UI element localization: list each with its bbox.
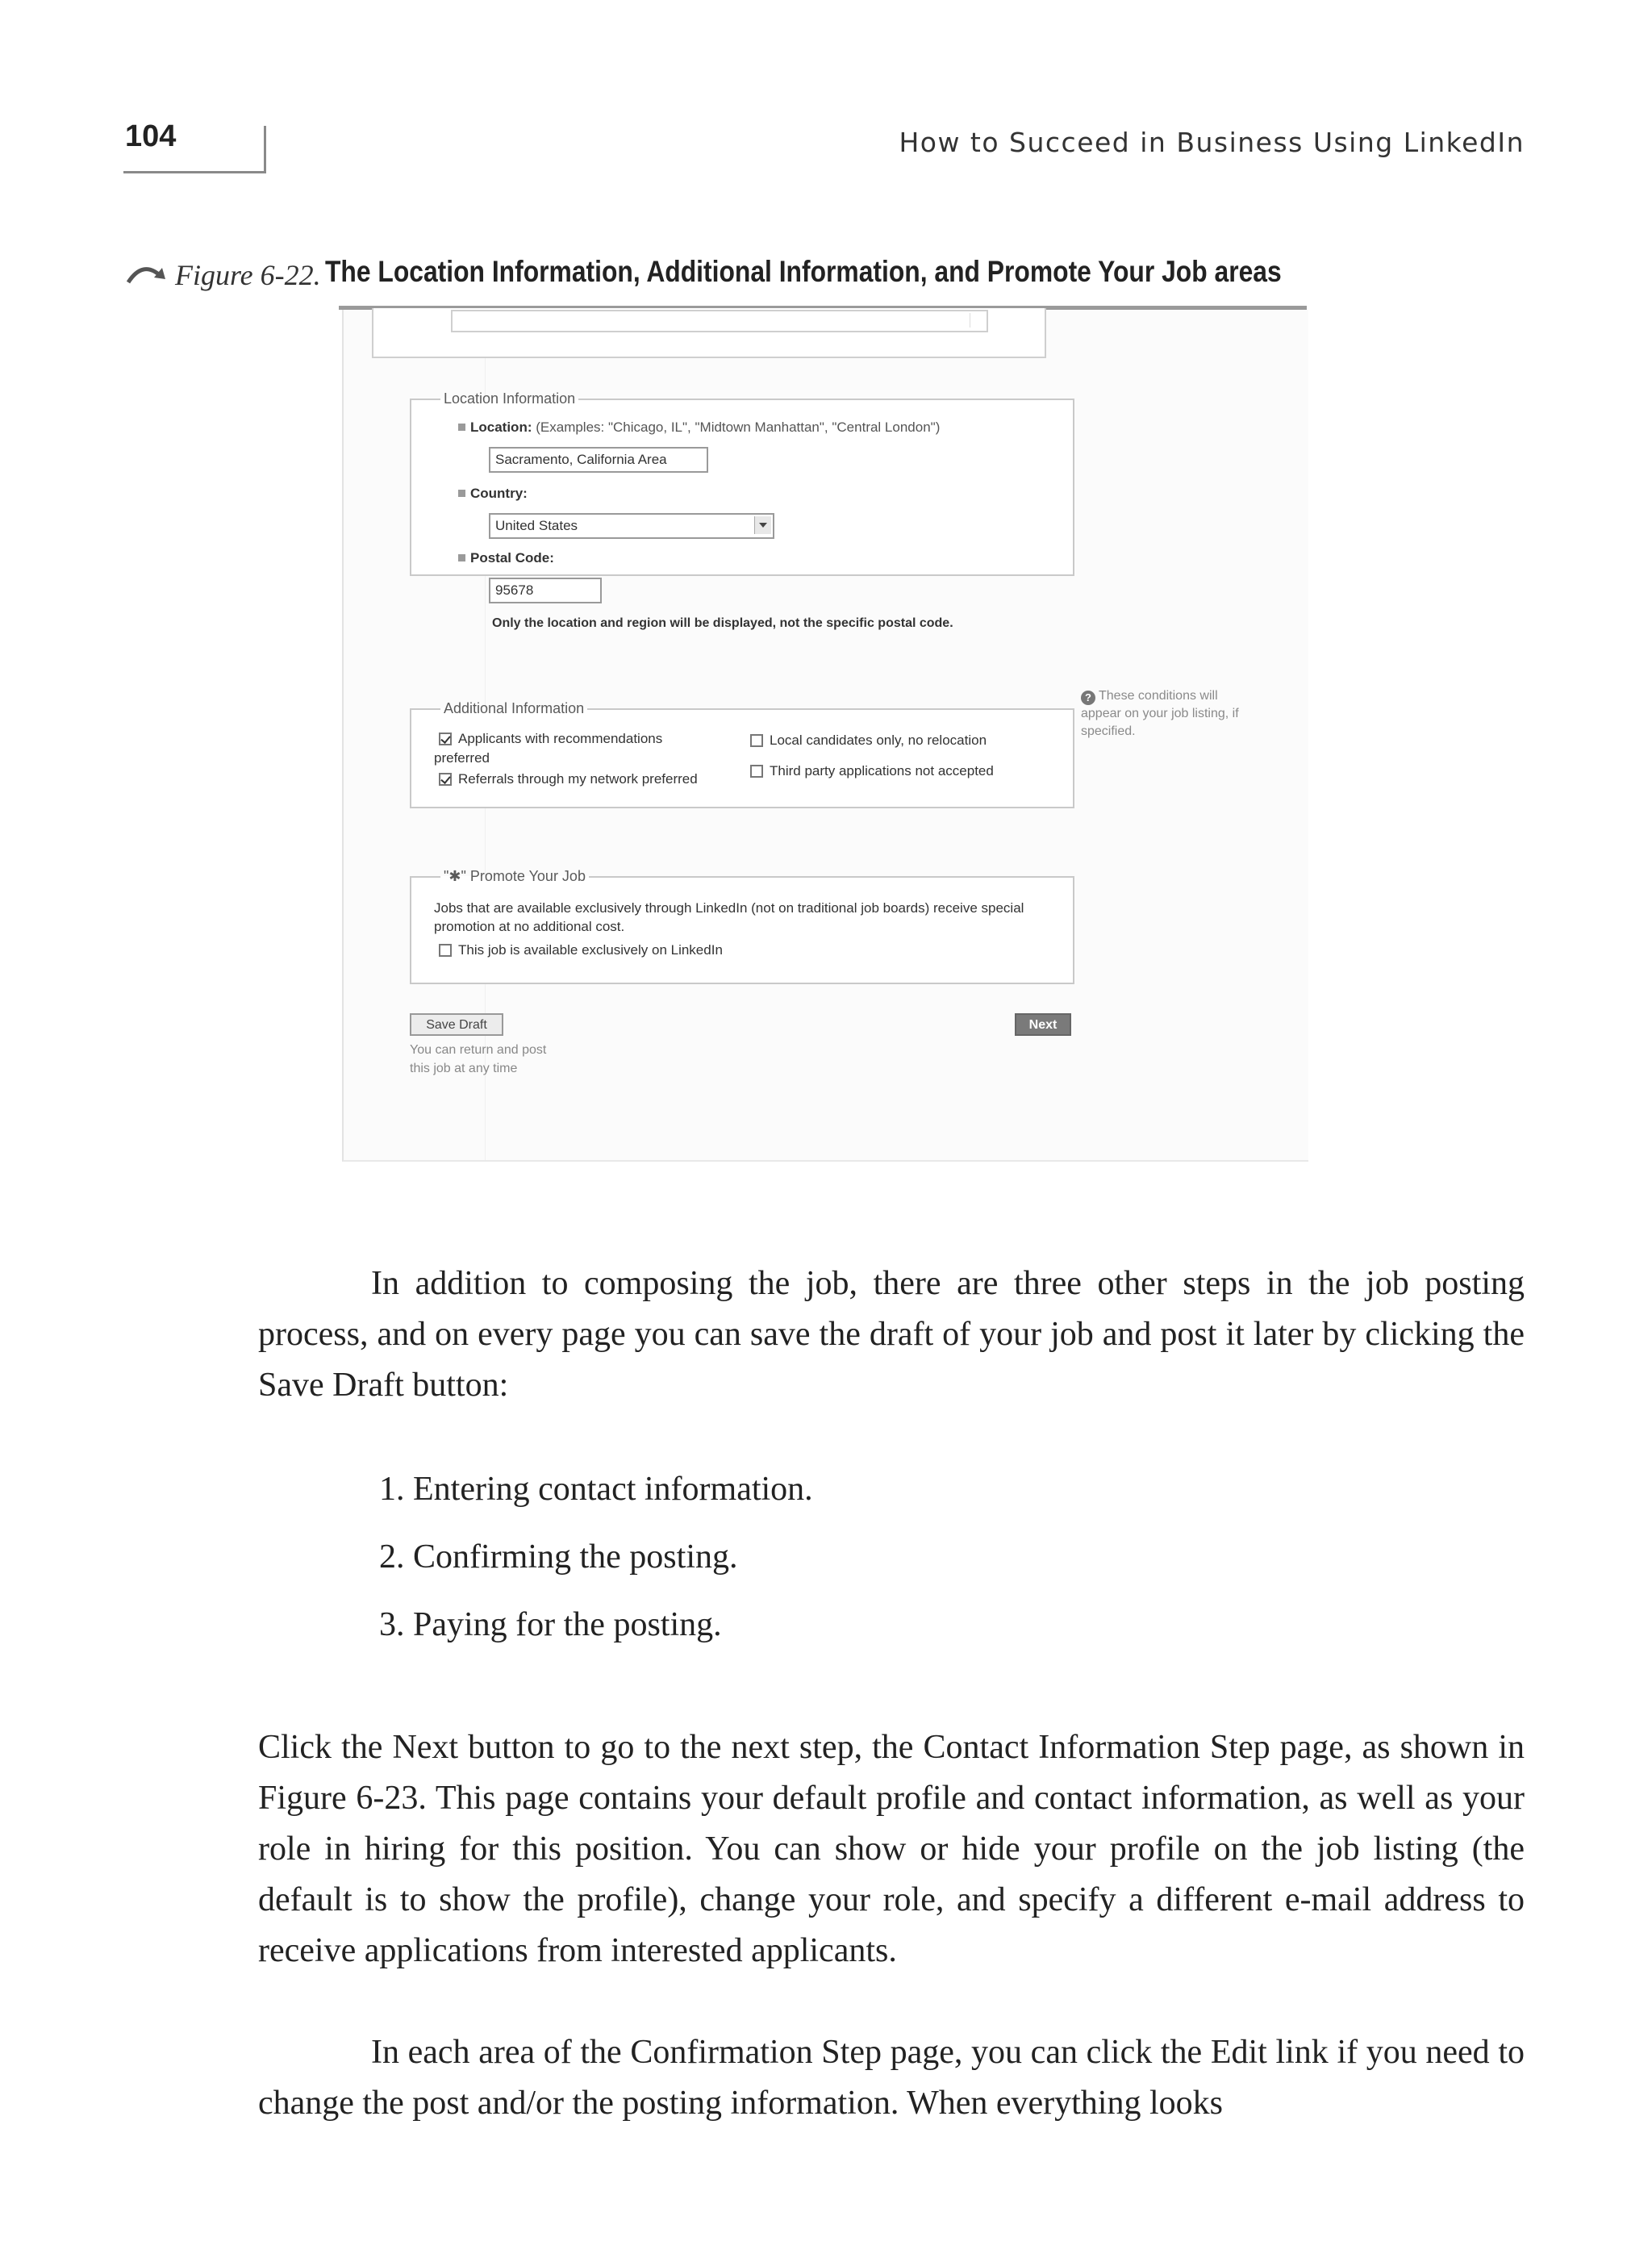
paragraph-next-step: Click the Next button to go to the next step, the Contact Information Step page, as shown in Figure 6-23. This page contains your default profile and contact information, as well as your role in hiring for this position. You can show or hide your profile on the job listing (the default is to show the profile), change your role, and specify a different e-mail address to receive applications from interested applicants. (258, 1729, 1525, 1969)
additional-information-box (410, 700, 1074, 808)
postal-code-note: Only the location and region will be displayed, not the specific postal code. (492, 616, 953, 630)
paragraph-intro (258, 1258, 1525, 1411)
chevron-down-icon (754, 516, 771, 534)
save-draft-note: You can return and post this job at any time (410, 1043, 547, 1075)
paragraph-confirmation-text: In each area of the Confirmation Step page, you can click the Edit link if you need to change the post and/or the posting information. When everything looks (258, 2034, 1525, 2122)
running-head: How to Succeed in Business Using LinkedIn (899, 127, 1525, 158)
header-rule (123, 171, 265, 173)
checkbox-referrals[interactable] (439, 773, 452, 786)
option-exclusive-label: This job is available exclusively on LinkedIn (458, 942, 723, 958)
job-posting-screenshot (342, 310, 1308, 1162)
list-item: 1. Entering contact information. (379, 1471, 813, 1508)
location-legend: Location Information (444, 390, 576, 407)
promote-description: Jobs that are available exclusively through LinkedIn (not on traditional job boards) receive special promotion at no additional cost. (434, 900, 1024, 934)
header-rule-vertical (264, 126, 266, 173)
chevron-down-icon (970, 313, 985, 328)
bullet-icon (458, 554, 465, 561)
save-draft-button[interactable]: Save Draft (410, 1013, 503, 1036)
previous-select[interactable] (451, 310, 988, 332)
conditions-side-note (1081, 687, 1242, 741)
figure-label: Figure 6-22. (175, 259, 321, 291)
location-information-box (410, 390, 1074, 576)
option-referrals-label: Referrals through my network preferred (458, 771, 698, 787)
next-button[interactable]: Next (1015, 1013, 1071, 1036)
bullet-icon (458, 490, 465, 497)
location-label: Location: (470, 419, 532, 435)
location-label-row (458, 419, 940, 436)
country-select[interactable] (489, 513, 774, 539)
paragraph-confirmation (258, 2027, 1525, 2129)
postal-code-label: Postal Code: (470, 550, 554, 566)
bullet-icon (458, 424, 465, 431)
list-item: 2. Confirming the posting. (379, 1538, 738, 1576)
option-recommendations[interactable] (439, 731, 662, 747)
location-input[interactable]: Sacramento, California Area (489, 447, 708, 473)
postal-label-row (458, 550, 554, 566)
option-referrals[interactable] (439, 771, 698, 787)
figure-title: The Location Information, Additional Information, and Promote Your Job areas (325, 255, 1282, 288)
option-local-candidates[interactable] (750, 733, 987, 749)
figure-caption (125, 255, 1303, 295)
option-third-party[interactable] (750, 763, 994, 779)
steps-list (379, 1464, 813, 1668)
checkbox-recommendations[interactable] (439, 733, 452, 745)
option-local-label: Local candidates only, no relocation (770, 733, 987, 748)
postal-code-input[interactable]: 95678 (489, 578, 602, 603)
location-hint: (Examples: "Chicago, IL", "Midtown Manhattan", "Central London") (536, 419, 941, 435)
list-item: 3. Paying for the posting. (379, 1606, 722, 1643)
previous-section-box (372, 308, 1046, 358)
page-number: 104 (125, 119, 177, 153)
help-icon[interactable]: ? (1081, 691, 1095, 705)
promote-legend: "✱" Promote Your Job (444, 868, 586, 884)
option-recommendations-label: Applicants with recommendations (458, 731, 663, 746)
country-value: United States (495, 518, 578, 533)
curved-arrow-icon (125, 258, 170, 287)
checkbox-third-party[interactable] (750, 765, 763, 778)
option-exclusive[interactable] (439, 942, 723, 958)
additional-legend: Additional Information (444, 700, 585, 716)
option-recommendations-cont: preferred (434, 750, 490, 766)
option-third-party-label: Third party applications not accepted (770, 763, 994, 778)
checkbox-local-candidates[interactable] (750, 734, 763, 747)
paragraph-intro-text: In addition to composing the job, there are three other steps in the job posting process, and on every page you can save the draft of your job and post it later by clicking the Save Draft button: (258, 1265, 1525, 1404)
checkbox-exclusive[interactable] (439, 944, 452, 957)
conditions-note-text: These conditions will appear on your job listing, if specified. (1081, 689, 1239, 738)
country-label: Country: (470, 486, 528, 501)
country-label-row (458, 486, 528, 502)
